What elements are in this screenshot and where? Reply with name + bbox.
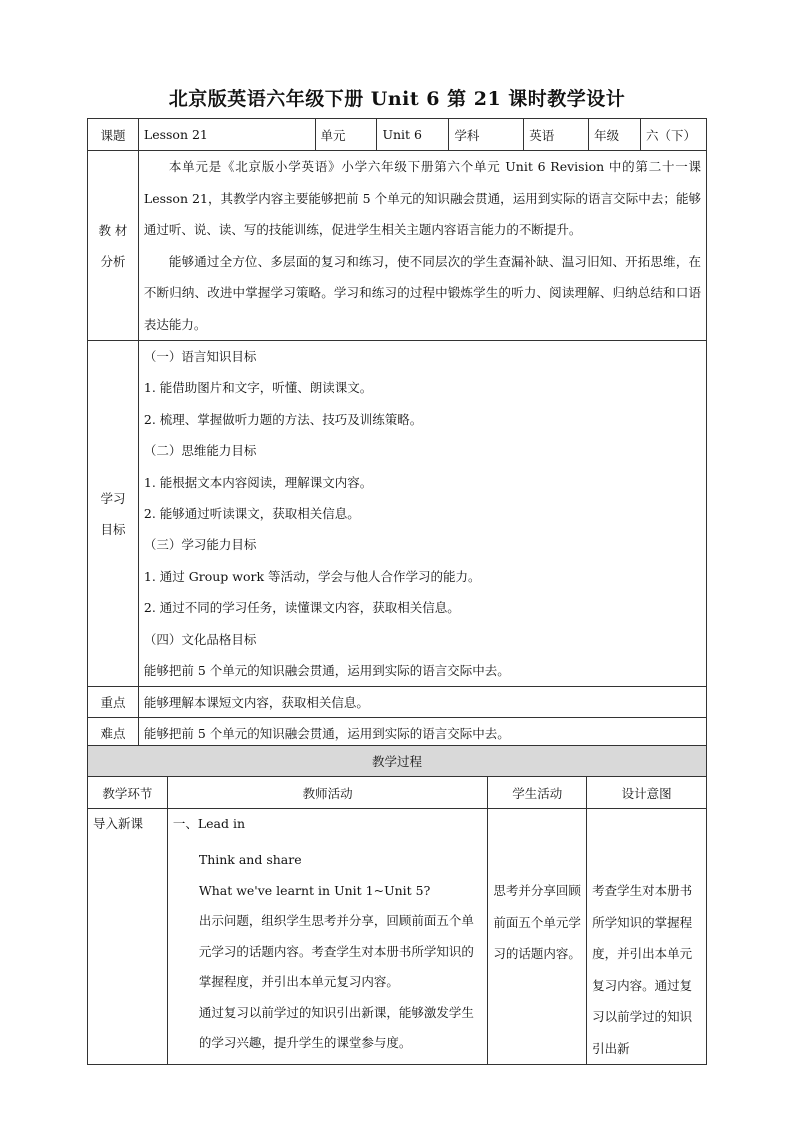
design-intent-text: 考查学生对本册书所学知识的掌握程度，并引出本单元复习内容。通过复习以前学过的知识引出新 xyxy=(592,883,693,1056)
unit-label: 单元 xyxy=(315,119,377,151)
analysis-paragraph-2: 能够通过全方位、多层面的复习和练习，使不同层次的学生查漏补缺、温习旧知、开拓思维，在不断归纳、改进中掌握学习策略。学习和练习的过程中锻炼学生的听力、阅读理解、归纳总结和口语表达能力。 xyxy=(143,253,701,332)
goals-label xyxy=(88,341,139,687)
goal-heading: （三）学习能力目标 xyxy=(143,537,257,553)
goal-item: 2. 通过不同的学习任务，读懂课文内容，获取相关信息。 xyxy=(143,600,460,616)
goals-label-line-2: 目标 xyxy=(100,521,126,537)
teacher-line: 一、Lead in xyxy=(172,816,246,831)
goal-heading: （四）文化品格目标 xyxy=(143,631,257,647)
goal-item: 1. 能根据文本内容阅读，理解课文内容。 xyxy=(143,474,373,490)
header-intent: 设计意图 xyxy=(587,777,707,809)
difficulty-label: 难点 xyxy=(88,718,139,749)
analysis-label xyxy=(88,151,139,341)
analysis-label-line-2: 分析 xyxy=(100,253,126,269)
goals-content xyxy=(138,341,706,687)
goal-item: 1. 通过 Group work 等活动，学会与他人合作学习的能力。 xyxy=(143,568,481,584)
analysis-label-line-1: 教 材 xyxy=(98,222,128,238)
goals-label-line-1: 学习 xyxy=(100,490,126,506)
key-point-value: 能够理解本课短文内容，获取相关信息。 xyxy=(138,687,706,718)
teacher-line: 通过复习以前学过的知识引出新课，能够激发学生的学习兴趣，提升学生的课堂参与度。 xyxy=(198,1004,474,1050)
teacher-line: What we've learnt in Unit 1~Unit 5? xyxy=(198,882,431,898)
topic-label: 课题 xyxy=(88,119,139,151)
goal-heading: （二）思维能力目标 xyxy=(143,443,257,459)
analysis-paragraph-1: 本单元是《北京版小学英语》小学六年级下册第六个单元 Unit 6 Revision 中的第二十一课 Lesson 21，其教学内容主要能够把前 5 个单元的知识融会贯通，运用到实际的语言交际中去；能够通过听、说、读、写的技能训练，促进学生相关主题内容语言能力的不断提升。 xyxy=(143,159,701,237)
teacher-activity-cell xyxy=(167,809,487,1065)
teacher-line: Think and share xyxy=(198,852,302,867)
teacher-detail xyxy=(173,845,482,1059)
student-activity-cell xyxy=(488,809,587,1065)
difficulty-value: 能够把前 5 个单元的知识融会贯通，运用到实际的语言交际中去。 xyxy=(138,718,706,749)
analysis-content xyxy=(138,151,706,341)
key-point-label: 重点 xyxy=(88,687,139,718)
grade-label: 年级 xyxy=(589,119,641,151)
document-title: 北京版英语六年级下册 Unit 6 第 21 课时教学设计 xyxy=(168,88,626,110)
stage-cell: 导入新课 xyxy=(88,809,168,1065)
header-student: 学生活动 xyxy=(488,777,587,809)
analysis-row xyxy=(88,151,707,341)
info-row xyxy=(88,119,707,151)
subject-value: 英语 xyxy=(524,119,589,151)
goal-item: 2. 梳理、掌握做听力题的方法、技巧及训练策略。 xyxy=(143,411,423,427)
unit-value: Unit 6 xyxy=(377,119,449,151)
subject-label: 学科 xyxy=(449,119,524,151)
process-header-row xyxy=(88,777,707,809)
design-intent-cell xyxy=(587,809,707,1065)
process-title: 教学过程 xyxy=(88,746,707,777)
goal-heading: （一）语言知识目标 xyxy=(143,349,257,364)
grade-value: 六（下） xyxy=(641,119,707,151)
lesson-info-table xyxy=(87,118,707,749)
teacher-line: 出示问题，组织学生思考并分享，回顾前面五个单元学习的话题内容。考查学生对本册书所学知识的掌握程度，并引出本单元复习内容。 xyxy=(198,913,474,989)
process-row xyxy=(88,809,707,1065)
key-point-row xyxy=(88,687,707,718)
header-stage: 教学环节 xyxy=(88,777,168,809)
topic-value: Lesson 21 xyxy=(138,119,315,151)
teaching-process-table xyxy=(87,745,707,1065)
student-activity-text: 思考并分享回顾前面五个单元学习的话题内容。 xyxy=(493,883,581,961)
header-teacher: 教师活动 xyxy=(167,777,487,809)
process-title-row xyxy=(88,746,707,777)
goal-item: 能够把前 5 个单元的知识融会贯通，运用到实际的语言交际中去。 xyxy=(143,663,510,679)
goal-item: 1. 能借助图片和文字，听懂、朗读课文。 xyxy=(143,380,373,396)
goal-item: 2. 能够通过听读课文，获取相关信息。 xyxy=(143,506,360,522)
goals-row xyxy=(88,341,707,687)
